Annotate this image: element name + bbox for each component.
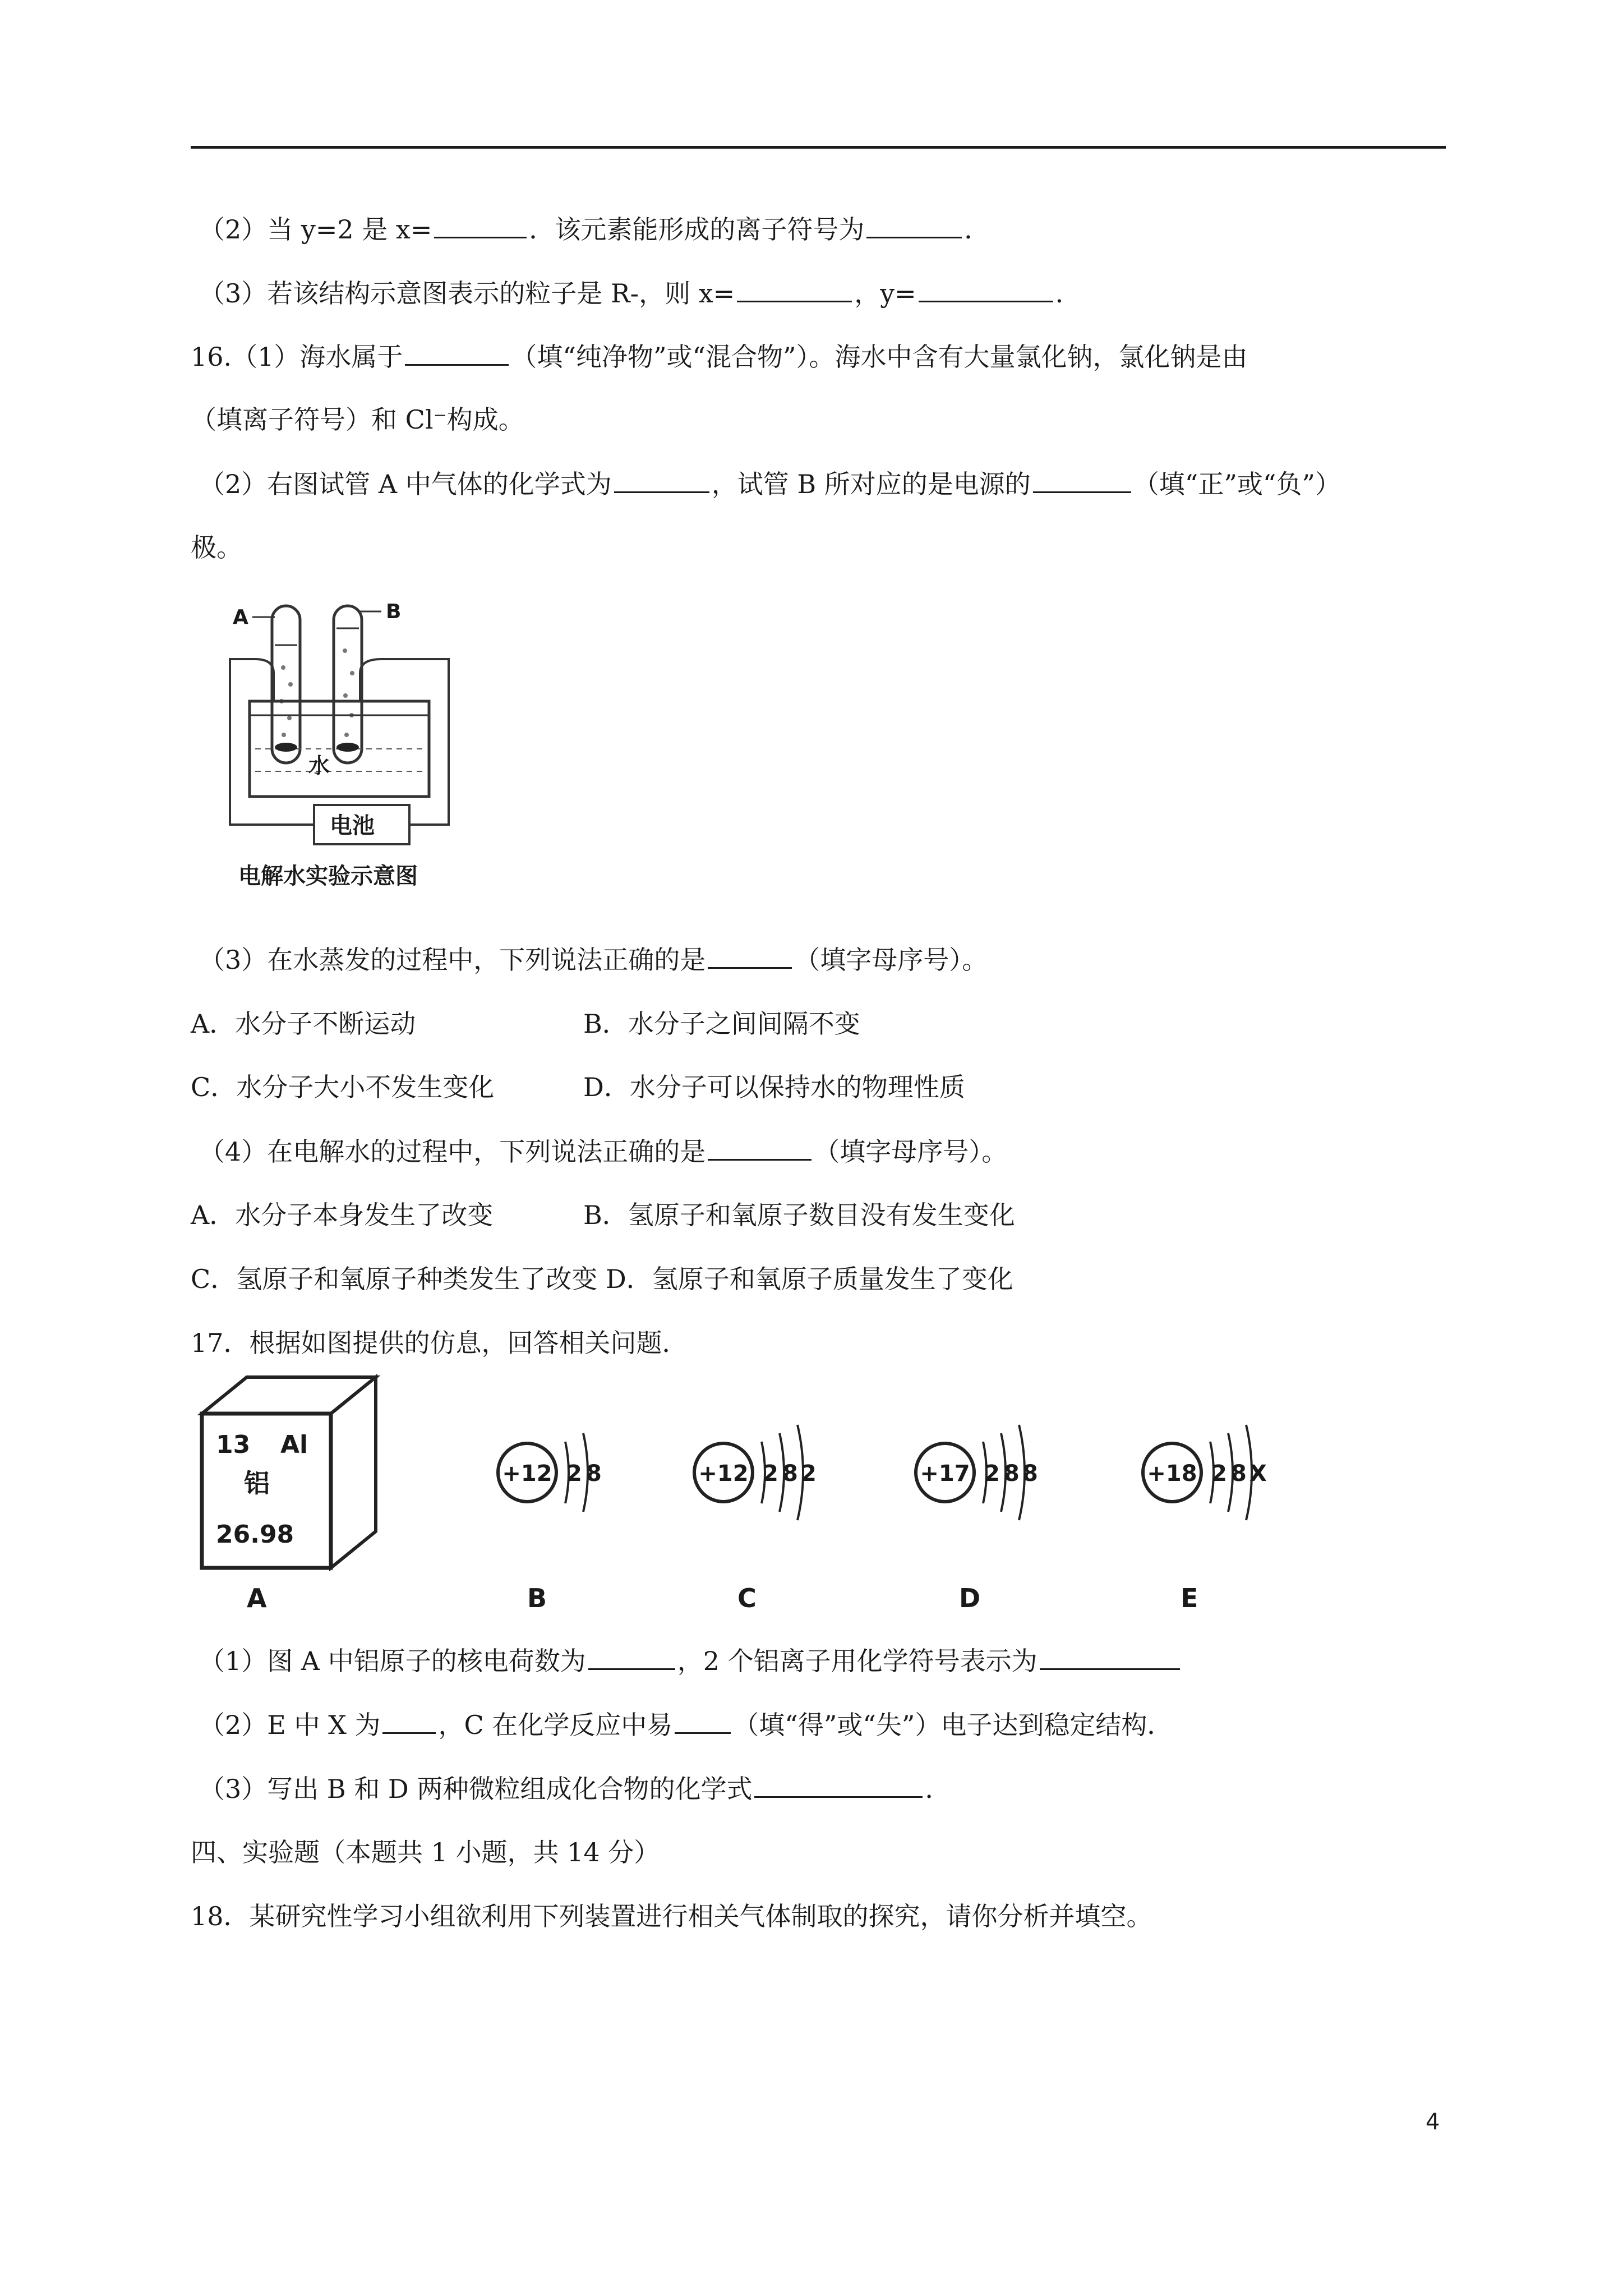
atom-structure-figure <box>191 1369 1312 1621</box>
page-number: 4 <box>1426 2109 1440 2135</box>
svg-text:8: 8 <box>1022 1461 1038 1487</box>
atom-diagram-d <box>916 1425 1038 1613</box>
section-heading: 四、实验题（本题共 1 小题，共 14 分） <box>191 1837 660 1867</box>
q16-part4-options-cd: C．氢原子和氧原子种类发生了改变 D．氢原子和氧原子质量发生了变化 <box>191 1264 1013 1294</box>
svg-text:D: D <box>959 1583 981 1613</box>
answer-blank[interactable] <box>708 942 792 969</box>
svg-text:+12: +12 <box>502 1461 552 1487</box>
q16-part4-options-ab: A．水分子本身发生了改变 B．氢原子和氧原子数目没有发生变化 <box>191 1200 1015 1230</box>
svg-text:2: 2 <box>801 1461 817 1487</box>
answer-blank[interactable] <box>919 276 1053 302</box>
q15-part2: （2）当 y=2 是 x= ．该元素能形成的离子符号为 ． <box>199 212 990 246</box>
answer-blank[interactable] <box>675 1708 731 1734</box>
answer-blank[interactable] <box>866 212 962 238</box>
q17-part1: （1）图 A 中铝原子的核电荷数为 ，2 个铝离子用化学符号表示为 <box>199 1644 1182 1678</box>
svg-text:铝: 铝 <box>244 1468 270 1498</box>
q16-part2: （2）右图试管 A 中气体的化学式为 ，试管 B 所对应的是电源的 （填“正”或“负”） <box>199 467 1341 501</box>
svg-text:2: 2 <box>566 1461 582 1487</box>
answer-blank[interactable] <box>588 1644 675 1670</box>
svg-text:8: 8 <box>1004 1461 1020 1487</box>
answer-blank[interactable] <box>1040 1644 1180 1670</box>
q17-part2: （2）E 中 X 为 ，C 在化学反应中易 （填“得”或“失”）电子达到稳定结构． <box>199 1708 1173 1742</box>
svg-text:2: 2 <box>763 1461 778 1487</box>
atom-diagram-c <box>694 1425 817 1613</box>
q17-part3: （3）写出 B 和 D 两种微粒组成化合物的化学式 ． <box>199 1772 951 1806</box>
svg-text:8: 8 <box>1231 1461 1247 1487</box>
q16-part3-options-cd: C．水分子大小不发生变化 D．水分子可以保持水的物理性质 <box>191 1072 965 1102</box>
svg-text:8: 8 <box>586 1461 602 1487</box>
electrolysis-diagram <box>213 589 527 892</box>
figure-caption: 电解水实验示意图 <box>238 863 418 889</box>
tube-a-label: A <box>233 606 248 629</box>
element-tile <box>202 1377 376 1613</box>
battery-label: 电池 <box>330 813 375 839</box>
svg-text:2: 2 <box>1211 1461 1227 1487</box>
tube-b-label: B <box>386 600 402 623</box>
answer-blank[interactable] <box>382 1708 436 1734</box>
header-rule <box>191 146 1446 149</box>
q17-stem: 17．根据如图提供的仿息，回答相关问题． <box>191 1328 688 1358</box>
svg-text:+12: +12 <box>698 1461 749 1487</box>
water-label: 水 <box>308 753 330 778</box>
atom-diagram-e <box>1143 1425 1267 1613</box>
svg-text:C: C <box>737 1583 757 1613</box>
q16-part3: （3）在水蒸发的过程中，下列说法正确的是 （填字母序号）。 <box>199 942 988 977</box>
answer-blank[interactable] <box>614 467 709 493</box>
q18-stem: 18．某研究性学习小组欲利用下列装置进行相关气体制取的探究，请你分析并填空。 <box>191 1901 1152 1931</box>
svg-text:26.98: 26.98 <box>216 1520 294 1549</box>
atom-diagram-b <box>498 1433 602 1613</box>
svg-text:A: A <box>247 1583 267 1613</box>
answer-blank[interactable] <box>434 212 527 238</box>
answer-blank[interactable] <box>708 1134 811 1161</box>
q15-part3: （3）若该结构示意图表示的粒子是 R-，则 x= ，y= ． <box>199 276 1081 310</box>
svg-text:+18: +18 <box>1147 1461 1197 1487</box>
answer-blank[interactable] <box>405 339 509 366</box>
q16-part3-options-ab: A．水分子不断运动 B．水分子之间间隔不变 <box>191 1009 860 1039</box>
answer-blank[interactable] <box>737 276 852 302</box>
answer-blank[interactable] <box>1033 467 1131 493</box>
answer-blank[interactable] <box>754 1772 923 1798</box>
svg-text:Al: Al <box>280 1430 308 1459</box>
svg-text:X: X <box>1249 1461 1267 1487</box>
svg-text:2: 2 <box>984 1461 1000 1487</box>
svg-text:E: E <box>1181 1583 1198 1613</box>
q16-part2-cont: 极。 <box>191 532 242 563</box>
q16-part1: 16.（1）海水属于 （填“纯净物”或“混合物”）。海水中含有大量氯化钠，氯化钠是由 <box>191 339 1248 374</box>
q16-part4: （4）在电解水的过程中，下列说法正确的是 （填字母序号）。 <box>199 1134 1007 1168</box>
svg-text:B: B <box>527 1583 547 1613</box>
svg-text:+17: +17 <box>920 1461 970 1487</box>
q16-part1-cont: （填离子符号）和 Cl⁻构成。 <box>191 404 524 435</box>
svg-text:13: 13 <box>216 1430 251 1459</box>
svg-text:8: 8 <box>782 1461 798 1487</box>
